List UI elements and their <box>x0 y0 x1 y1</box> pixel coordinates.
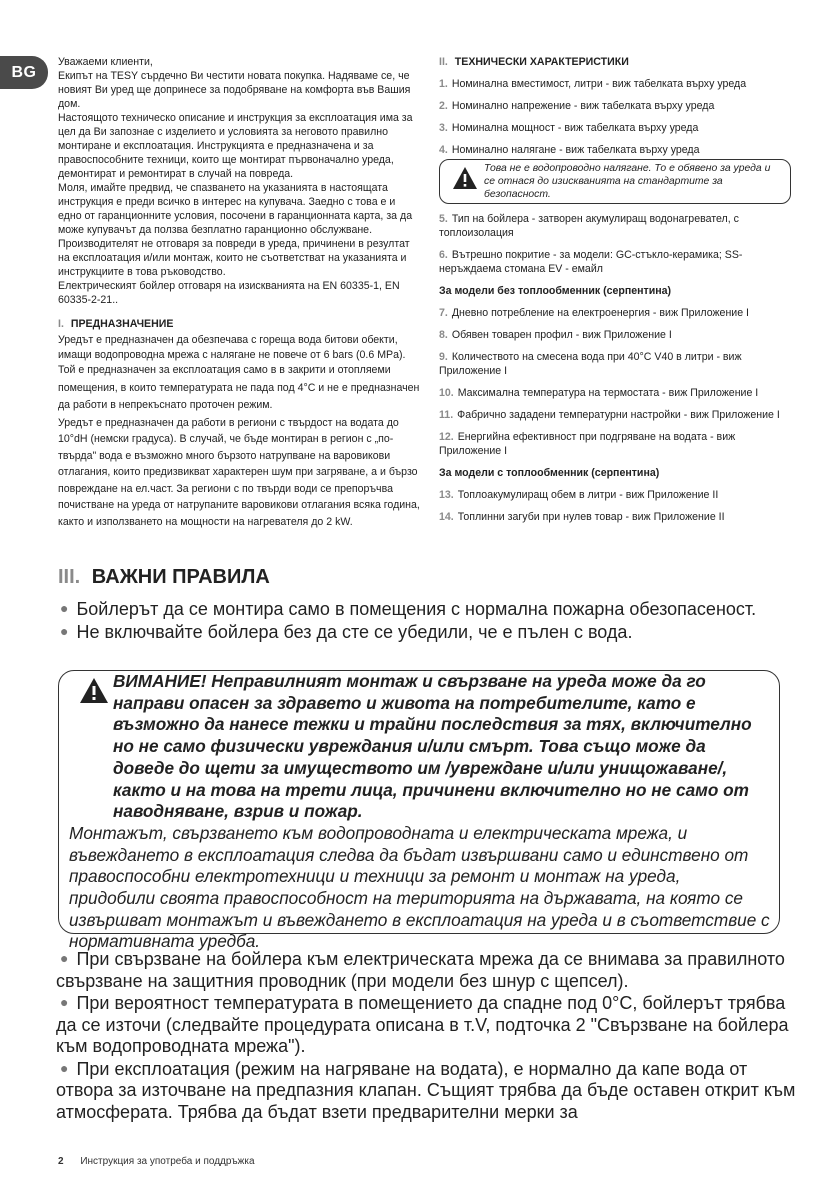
spec-number: 14. <box>439 511 454 523</box>
bullet-icon: ● <box>60 1059 69 1076</box>
section-1-paragraph: Той е предназначен за експлоатация само в в закрити и отопляеми помещения, в които температурата не пада под 4°C и не е предназначен да работи в непрекъснато проточен режим. <box>58 364 420 411</box>
spec-number: 13. <box>439 489 454 501</box>
spec-number: 5. <box>439 213 448 225</box>
subheading-without-coil: За модели без топлообменник (серпентина) <box>439 285 672 297</box>
spec-item <box>439 408 791 422</box>
pressure-warning-text: Това не е водопроводно налягане. То е обявено за уреда и се отнася до изискванията на стандартите за безопасност. <box>484 163 771 200</box>
spec-text: Топлинни загуби при нулев товар - виж Приложение II <box>457 511 725 523</box>
spec-text: Номинална вместимост, литри - виж табелката върху уреда <box>451 78 747 90</box>
spec-item <box>439 77 791 91</box>
spec-number: 11. <box>439 409 454 421</box>
bullet-icon: ● <box>60 950 69 966</box>
spec-number: 12. <box>439 431 454 443</box>
intro-paragraph: Моля, имайте предвид, че спазването на указанията в настоящата инструкция е преди всичко в интерес на купувача. Заедно с това е и едно от гаранционните условия, посочени в гаранционната карта, за да може купувачът да ползва безплатно гаранционно обслужване. <box>58 182 413 236</box>
section-1-paragraph: Уредът е предназначен да работи в региони с твърдост на водата до 10°dH (немски градуса). В случай, че бъде монтиран в регион с „по-твърда" вода е възможно много бързото натрупване на варовикови отлагания, които предизвикват характерен шум при загряване, а и бързо повреждане на ел.част. За региони с по твърди води се препоръчва почистване на уреда от натрупаните варовикови отлагания всяка година, както и използването на мощности на нагревателя до 2 kW. <box>58 416 420 528</box>
section-2-title: ТЕХНИЧЕСКИ ХАРАКТЕРИСТИКИ <box>454 56 629 68</box>
spec-number: 9. <box>439 351 448 363</box>
spec-number: 10. <box>439 387 454 399</box>
spec-item <box>439 488 791 502</box>
spec-text: Топлоакумулиращ обем в литри - виж Приложение II <box>457 489 719 501</box>
bullet-icon: ● <box>60 600 69 616</box>
section-1-heading <box>58 317 420 331</box>
spec-number: 3. <box>439 122 448 134</box>
language-tab: BG <box>0 56 48 89</box>
rule-item <box>56 992 796 1058</box>
spec-text: Номинално налягане - виж табелката върху уреда <box>451 144 700 156</box>
spec-number: 1. <box>439 78 448 90</box>
spec-text: Енергийна ефективност при подгряване на водата - виж Приложение I <box>439 431 736 457</box>
spec-number: 8. <box>439 329 448 341</box>
section-1-roman: I. <box>58 318 64 330</box>
intro-paragraph: Производителят не отговаря за повреди в уреда, причинени в резултат на експлоатация и/или монтаж, които не съответстват на указанията и инструкциите в това ръководство. <box>58 238 410 278</box>
spec-number: 2. <box>439 100 448 112</box>
spec-text: Вътрешно покритие - за модели: GC-стъкло-керамика; SS-неръждаема стомана EV - емайл <box>439 249 743 275</box>
warning-icon <box>452 166 478 190</box>
section-2-heading <box>439 55 791 69</box>
rules-bottom-list <box>56 948 796 1123</box>
rule-text: При свързване на бойлера към електрическата мрежа да се внимава за правилното свързване на защитния проводник (при модели без шнур с щепсел). <box>56 949 785 991</box>
spec-item <box>439 386 791 400</box>
rule-text: Бойлерът да се монтира само в помещения с нормална пожарна обезопасеност. <box>76 599 757 619</box>
spec-item <box>439 99 791 113</box>
spec-text: Количеството на смесена вода при 40°C V40 в литри - виж Приложение I <box>439 351 742 377</box>
section-1-title: ПРЕДНАЗНАЧЕНИЕ <box>70 318 174 330</box>
rule-text: При експлоатация (режим на нагряване на водата), е нормално да капе вода от отвора за източване на предпазния клапан. Същият трябва да бъде оставен открит към атмосферата. Трябва да бъдат взети предварителни мерки за <box>56 1058 796 1122</box>
rules-top-list <box>56 598 796 643</box>
spec-item <box>439 212 791 240</box>
installation-warning-box <box>58 670 780 952</box>
warning-icon <box>79 677 109 704</box>
spec-text: Обявен товарен профил - виж Приложение I <box>451 329 672 341</box>
spec-number: 6. <box>439 249 448 261</box>
rule-item <box>56 948 796 992</box>
greeting: Уважаеми клиенти, <box>58 56 153 68</box>
footer-text: Инструкция за употреба и поддръжка <box>80 1156 255 1167</box>
section-1-paragraph: Уредът е предназначен да обезпечава с гореща вода битови обекти, имащи водопроводна мрежа с налягане не повече от 6 bars (0.6 MPa). <box>58 334 406 361</box>
pressure-warning-box <box>439 159 791 204</box>
bullet-icon: ● <box>60 994 69 1010</box>
rule-item <box>56 621 796 644</box>
rule-text: При вероятност температурата в помещението да спадне под 0°C, бойлерът трябва да се източи (следвайте процедурата описана в т.V, подточка 2 "Свързване на бойлера към водопроводната мрежа"). <box>56 993 789 1056</box>
intro-paragraph: Електрическият бойлер отговаря на изискванията на EN 60335-1, EN 60335-2-21.. <box>58 280 400 306</box>
rule-item <box>56 598 796 621</box>
page-footer <box>58 1156 255 1167</box>
intro-paragraph: Екипът на TESY сърдечно Ви честити новата покупка. Надяваме се, че новият Ви уред ще допринесе за подобряване на комфорта във Вашия дом. <box>58 70 411 110</box>
spec-item <box>439 143 791 157</box>
installation-warning-text: Монтажът, свързването към водопроводната и електрическата мрежа, и въвеждането в експлоатация следва да бъдат извършвани само и единствено от правоспособни електротехници и техници за ремонт и монтаж на уреда, придобили своята правоспособност на територията на държавата, на която се извършват монтажът и въвеждането в експлоатация на уреда и в съответствие с нормативната уредба. <box>69 822 770 952</box>
section-3-roman: III. <box>58 566 81 588</box>
section-3-heading <box>58 566 270 589</box>
spec-item <box>439 121 791 135</box>
subheading-with-coil: За модели с топлообменник (серпентина) <box>439 467 660 479</box>
rule-text: Не включвайте бойлера без да сте се убедили, че е пълен с вода. <box>76 621 633 642</box>
section-3-title: ВАЖНИ ПРАВИЛА <box>91 566 270 588</box>
spec-text: Максимална температура на термостата - виж Приложение I <box>457 387 759 399</box>
intro-paragraph: Настоящото техническо описание и инструкция за експлоатация има за цел да Ви запознае с изделието и условията за неговото правилно монтиране и експлоатация. Инструкцията е предназначена и за правоспособните техници, които ще монтират първоначално уреда, демонтират и ремонтират в случай на повреда. <box>58 112 413 180</box>
left-column <box>58 55 420 530</box>
spec-item <box>439 306 791 320</box>
spec-item <box>439 430 791 458</box>
section-2-roman: II. <box>439 56 448 68</box>
spec-item <box>439 510 791 524</box>
spec-text: Дневно потребление на електроенергия - виж Приложение I <box>451 307 749 319</box>
spec-item <box>439 328 791 342</box>
spec-item <box>439 248 791 276</box>
spec-number: 7. <box>439 307 448 319</box>
spec-item <box>439 350 791 378</box>
spec-text: Тип на бойлера - затворен акумулиращ водонагревател, с топлоизолация <box>439 213 739 239</box>
right-column <box>439 55 791 532</box>
page-number: 2 <box>58 1156 64 1167</box>
rule-item <box>56 1058 796 1124</box>
spec-number: 4. <box>439 144 448 156</box>
spec-text: Фабрично зададени температурни настройки - виж Приложение I <box>457 409 780 421</box>
spec-text: Номинално напрежение - виж табелката върху уреда <box>451 100 715 112</box>
installation-warning-bold: ВИМАНИЕ! Неправилният монтаж и свързване на уреда може да го направи опасен за здравето и живота на потребителите, като е възможно да нанесе тежки и трайни последствия за тях, включително но не само физически увреждания и/или смърт. Това също може да доведе до щети за имуществото им /увреждане и/или унищожаване/, както и на това на трети лица, причинени включително но не само от наводняване, взрив и пожар. <box>113 671 752 822</box>
spec-text: Номинална мощност - виж табелката върху уреда <box>451 122 699 134</box>
bullet-icon: ● <box>60 622 69 639</box>
